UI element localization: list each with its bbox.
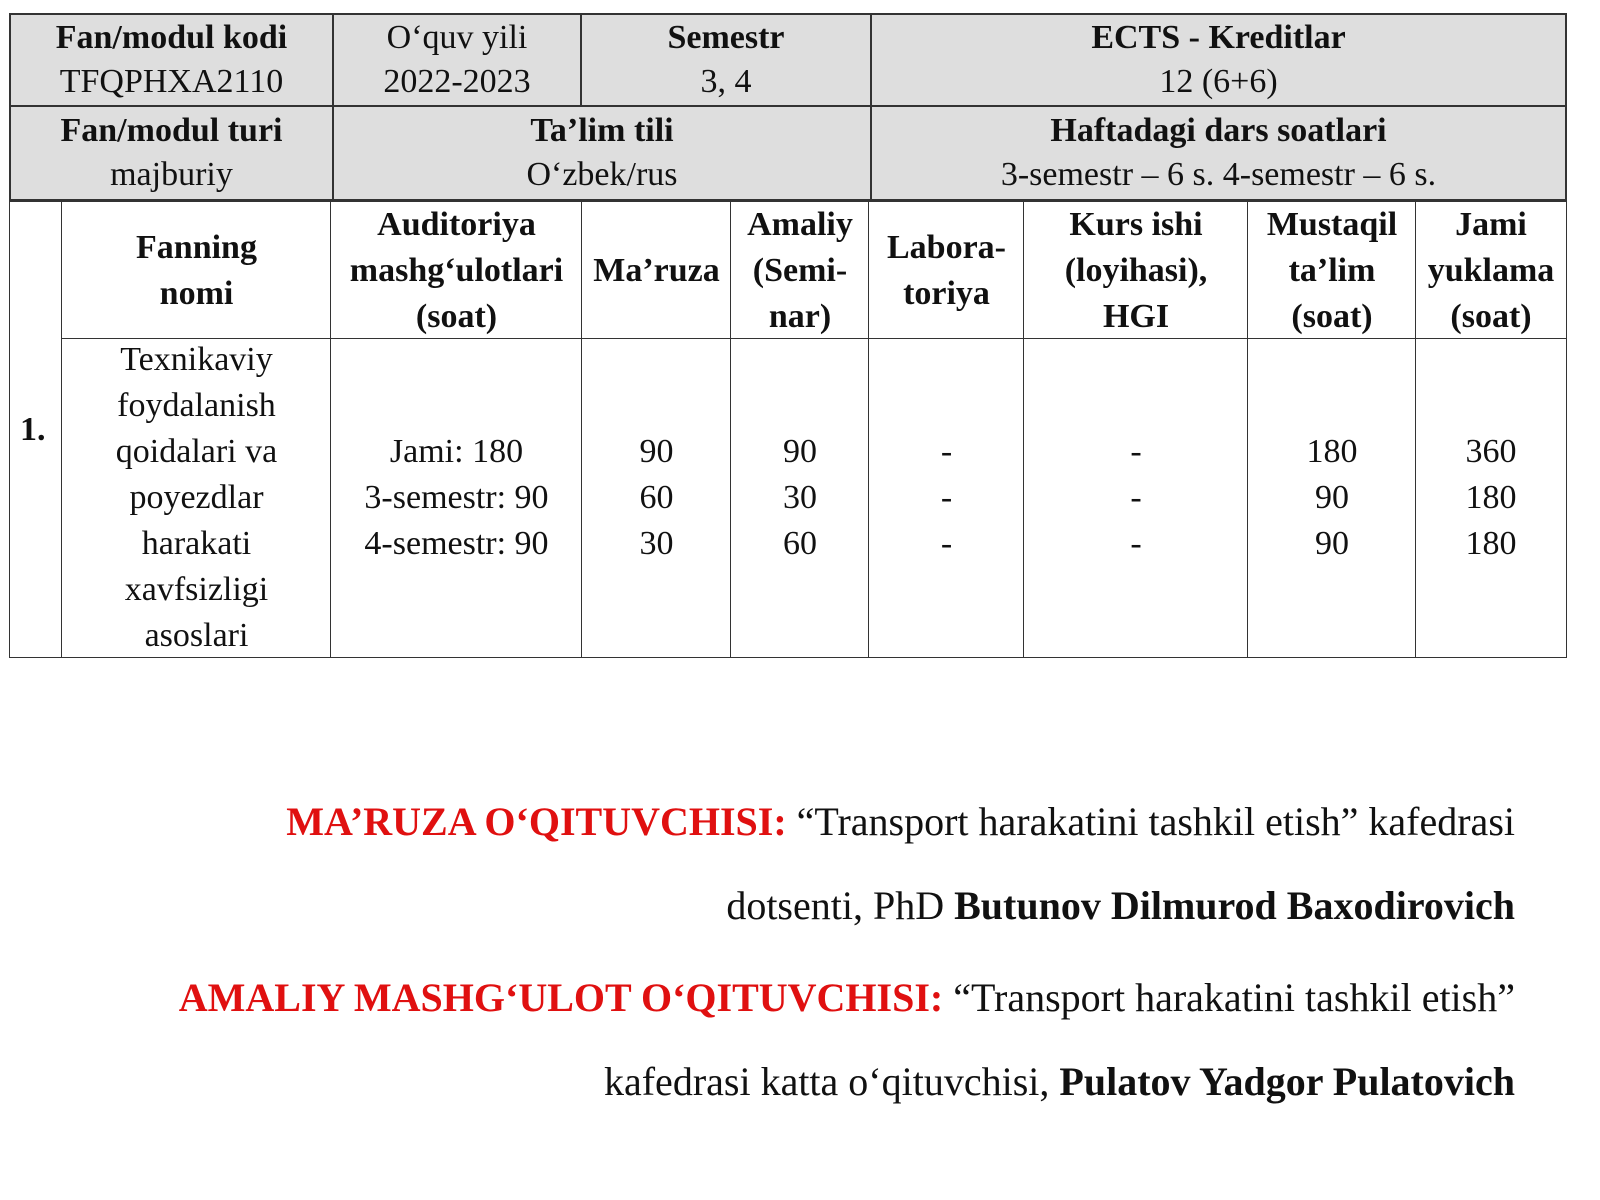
practice-instructor-role: AMALIY MASHG‘ULOT O‘QITUVCHISI: xyxy=(178,975,944,1020)
col-laboratory: Labora- toriya xyxy=(868,201,1025,340)
col-subject-name: Fanning nomi xyxy=(61,201,332,340)
module-code-cell xyxy=(9,13,334,107)
subject-name-cell: Texnikaviy foydalanish qoidalari va poyezdlar harakati xavfsizligi asoslari xyxy=(61,338,332,658)
col-auditorium: Auditoriya mashg‘ulotlari (soat) xyxy=(330,201,583,340)
weekly-hours-value: 3-semestr – 6 s. 4-semestr – 6 s. xyxy=(1000,156,1437,193)
independent-hours-cell: 180 90 90 xyxy=(1247,338,1417,658)
col-total-load: Jami yuklama (soat) xyxy=(1415,201,1567,340)
language-value: O‘zbek/rus xyxy=(526,156,678,193)
semester-cell xyxy=(580,13,872,107)
col-course-work: Kurs ishi (loyihasi), HGI xyxy=(1023,201,1249,340)
lecture-instructor-role: MA’RUZA O‘QITUVCHISI: xyxy=(286,799,787,844)
lecture-instructor-name: Butunov Dilmurod Baxodirovich xyxy=(954,883,1515,928)
module-code-label: Fan/modul kodi xyxy=(55,19,288,56)
module-type-cell xyxy=(9,105,334,201)
lab-hours-cell: - - - xyxy=(868,338,1025,658)
lecture-title: dotsenti, PhD xyxy=(726,883,955,928)
ects-value: 12 (6+6) xyxy=(1159,63,1278,100)
ects-label: ECTS - Kreditlar xyxy=(1091,19,1346,56)
study-year-label: O‘quv yili xyxy=(386,19,528,56)
practice-instructor-name: Pulatov Yadgor Pulatovich xyxy=(1059,1059,1515,1104)
total-load-cell: 360 180 180 xyxy=(1415,338,1567,658)
lecture-department: “Transport harakatini tashkil etish” kafedrasi xyxy=(786,799,1515,844)
module-type-value: majburiy xyxy=(110,156,233,193)
lecture-hours-cell: 90 60 30 xyxy=(581,338,732,658)
col-practice: Amaliy (Semi- nar) xyxy=(730,201,870,340)
col-independent: Mustaqil ta’lim (soat) xyxy=(1247,201,1417,340)
practice-instructor-line2 xyxy=(604,1056,1515,1108)
col-lecture: Ma’ruza xyxy=(581,201,732,340)
row-index-cell xyxy=(9,201,63,658)
language-label: Ta’lim tili xyxy=(530,112,674,149)
auditorium-hours-cell: Jami: 180 3-semestr: 90 4-semestr: 90 xyxy=(330,338,583,658)
ects-cell xyxy=(870,13,1567,107)
study-year-value: 2022-2023 xyxy=(383,63,531,100)
practice-title: kafedrasi katta o‘qituvchisi, xyxy=(603,1059,1060,1104)
practice-instructor-line1 xyxy=(179,972,1515,1024)
module-type-label: Fan/modul turi xyxy=(60,112,283,149)
lecture-instructor-line1 xyxy=(286,796,1515,848)
semester-value: 3, 4 xyxy=(700,63,752,100)
language-cell xyxy=(332,105,872,201)
course-work-hours-cell: - - - xyxy=(1023,338,1249,658)
study-year-cell xyxy=(332,13,582,107)
practice-hours-cell: 90 30 60 xyxy=(730,338,870,658)
practice-department: “Transport harakatini tashkil etish” xyxy=(943,975,1515,1020)
module-code-value: TFQPHXA2110 xyxy=(59,63,284,100)
lecture-instructor-line2 xyxy=(726,880,1515,932)
weekly-hours-label: Haftadagi dars soatlari xyxy=(1050,112,1387,149)
row-index: 1. xyxy=(20,410,46,448)
semester-label: Semestr xyxy=(667,19,785,56)
weekly-hours-cell xyxy=(870,105,1567,201)
